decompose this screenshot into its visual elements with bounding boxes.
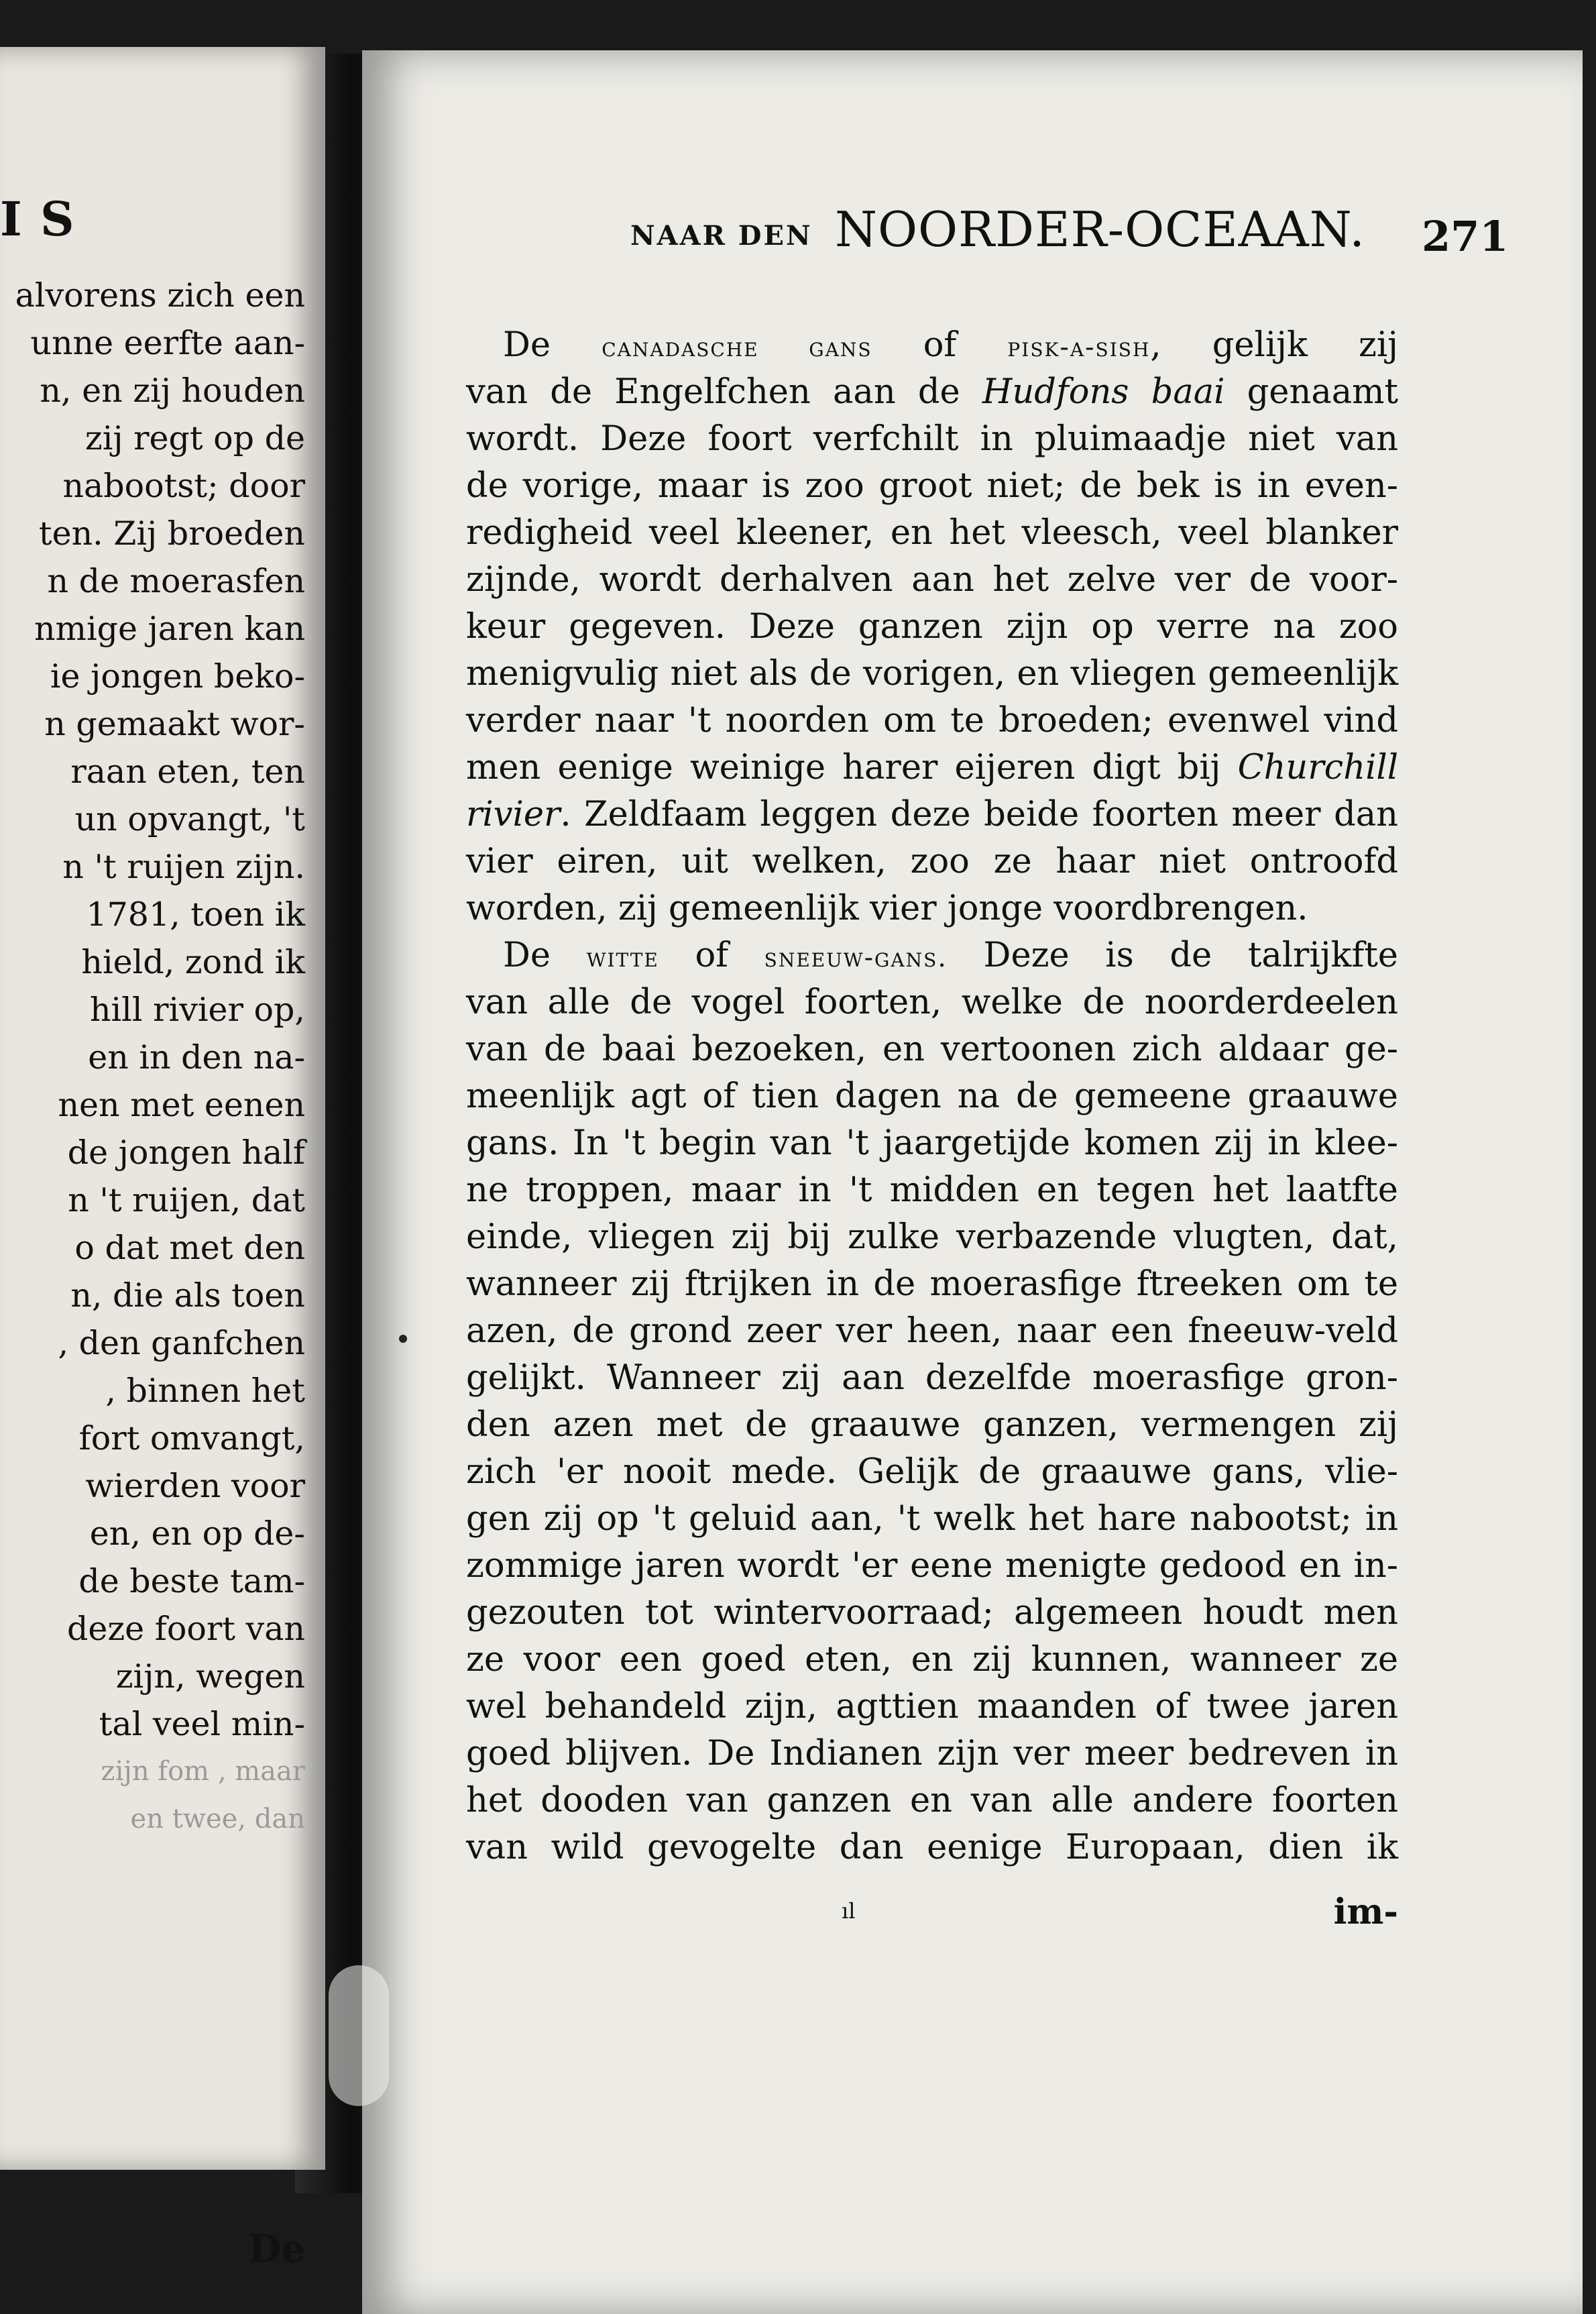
running-header-title: NOORDER-OCEAAN. [835,201,1366,258]
text-line: men eenige weinige harer eijeren digt bij Churchill [466,748,1398,787]
place-name: rivier [466,795,561,834]
page-body [466,322,1398,1871]
left-page-header [0,191,325,258]
text-line: wel behandeld zijn, agttien maanden of twee jaren [466,1687,1398,1726]
ink-dot [399,1335,407,1343]
left-text-line: en, en op de- [89,1514,305,1553]
text-line: den azen met de graauwe ganzen, vermengen zij [466,1405,1398,1445]
paragraph-2-lines [466,979,1398,1871]
left-header-prefix: I [0,191,22,247]
place-name: Hudfons baai [982,372,1225,412]
left-text-line: ten. Zij broeden [38,514,305,553]
text-line: azen, de grond zeer ver heen, naar een fneeuw-veld [466,1311,1398,1351]
left-text-line: de jongen half [67,1134,305,1172]
left-text-line: un opvangt, 't [74,800,305,838]
text-line: van de Engelfchen aan de Hudfons baai genaamt [466,372,1398,412]
left-text-line: n gemaakt wor- [44,705,305,743]
left-text-line: n 't ruijen, dat [68,1181,305,1219]
left-text-line: alvorens zich een [15,276,305,315]
species-name: canadasche gans [602,332,872,363]
left-text-line: n, en zij houden [40,372,305,410]
text-line: zijnde, wordt derhalven aan het zelve ver de voor- [466,560,1398,600]
text-line: van wild gevogelte dan eenige Europaan, dien ik [466,1828,1398,1867]
text-line: gen zij op 't geluid aan, 't welk het hare nabootst; in [466,1499,1398,1539]
left-text-line: unne eerfte aan- [30,324,305,362]
left-text-line: de beste tam- [78,1562,305,1600]
left-text-line: 1781, toen ik [86,895,305,934]
main-page [362,50,1583,2314]
text-line: goed blijven. De Indianen zijn ver meer bedreven in [466,1734,1398,1773]
left-text-line: hill rivier op, [89,991,305,1029]
place-name: Churchill [1237,748,1398,787]
left-faint-line: zijn fom , maar [101,1756,305,1787]
left-text-line: hield, zond ik [81,943,305,981]
text-line: ne troppen, maar in 't midden en tegen het laatfte [466,1170,1398,1210]
text-line: vier eiren, uit welken, zoo ze haar niet ontroofd [466,842,1398,881]
species-native-name: pisk-a-sish [1007,332,1151,363]
text-line: meenlijk agt of tien dagen na de gemeene graauwe [466,1077,1398,1116]
text-line: De witte of sneeuw-gans. Deze is de talrijkfte [503,936,1398,975]
text-line: zich 'er nooit mede. Gelijk de graauwe gans, vlie- [466,1452,1398,1492]
running-header [590,195,1569,268]
left-text-line: , den ganfchen [58,1324,305,1362]
left-text-line: zij regt op de [84,419,305,457]
text-line: keur gegeven. Deze ganzen zijn op verre na zoo [466,607,1398,647]
left-text-line: n de moerasfen [47,562,305,600]
text-line: menigvulig niet als de vorigen, en vliegen gemeenlijk [466,654,1398,694]
text-line: rivier. Zeldfaam leggen deze beide foorten meer dan [466,795,1398,834]
text-line: gezouten tot wintervoorraad; algemeen houdt men [466,1593,1398,1633]
text-line: wordt. Deze foort verfchilt in pluimaadje niet van [466,419,1398,459]
catchword: im- [1333,1891,1398,1932]
running-header-prefix: NAAR DEN [630,220,813,252]
text-line: wanneer zij ftrijken in de moerasfige ftreeken om te [466,1264,1398,1304]
left-faint-line: en twee, dan [130,1804,305,1834]
text-line: verder naar 't noorden om te broeden; evenwel vind [466,701,1398,740]
left-text-line: nmige jaren kan [34,610,305,648]
page-number: 271 [1422,212,1509,261]
signature-mark: ıl [842,1898,856,1924]
page-footer [466,1891,1398,1945]
left-text-line: deze foort van [66,1610,305,1648]
text-line: gans. In 't begin van 't jaargetijde komen zij in klee- [466,1123,1398,1163]
text-line: gelijkt. Wanneer zij aan dezelfde moerasfige gron- [466,1358,1398,1398]
left-header-glyph: S [40,191,74,247]
text-line: ze voor een goed eten, en zij kunnen, wanneer ze [466,1640,1398,1679]
text-line: van de baai bezoeken, en vertoonen zich aldaar ge- [466,1030,1398,1069]
left-page-catchword: De [248,2227,305,2271]
text-line: De canadasche gans of pisk-a-sish, gelijk zij [503,325,1398,365]
text-line: zommige jaren wordt 'er eene menigte gedood en in- [466,1546,1398,1586]
left-text-line: wierden voor [85,1467,305,1505]
left-text-line: zijn, wegen [115,1657,305,1696]
left-text-line: en in den na- [88,1038,305,1077]
left-text-line: tal veel min- [99,1705,305,1743]
left-text-line: ie jongen beko- [50,657,305,696]
text-line: redigheid veel kleener, en het vleesch, veel blanker [466,513,1398,553]
species-name: witte [586,942,659,973]
text-line: de vorige, maar is zoo groot niet; de bek is in even- [466,466,1398,506]
left-page-text [0,272,305,1843]
page-smudge [329,1965,389,2106]
text-line: het dooden van ganzen en van alle andere foorten [466,1781,1398,1820]
species-name: sneeuw-gans. [764,942,948,973]
left-text-line: fort omvangt, [78,1419,305,1457]
left-text-line: n 't ruijen zijn. [62,848,305,886]
text-line: worden, zij gemeenlijk vier jonge voordbrengen. [466,889,1308,928]
left-text-line: , binnen het [105,1372,305,1410]
left-page [0,47,325,2271]
text-line: van alle de vogel foorten, welke de noorderdeelen [466,983,1398,1022]
text-line: einde, vliegen zij bij zulke verbazende vlugten, dat, [466,1217,1398,1257]
left-text-line: nabootst; door [62,467,305,505]
left-text-line: n, die als toen [70,1276,305,1315]
left-text-line: o dat met den [74,1229,305,1267]
left-text-line: nen met eenen [58,1086,305,1124]
left-text-line: raan eten, ten [70,753,305,791]
